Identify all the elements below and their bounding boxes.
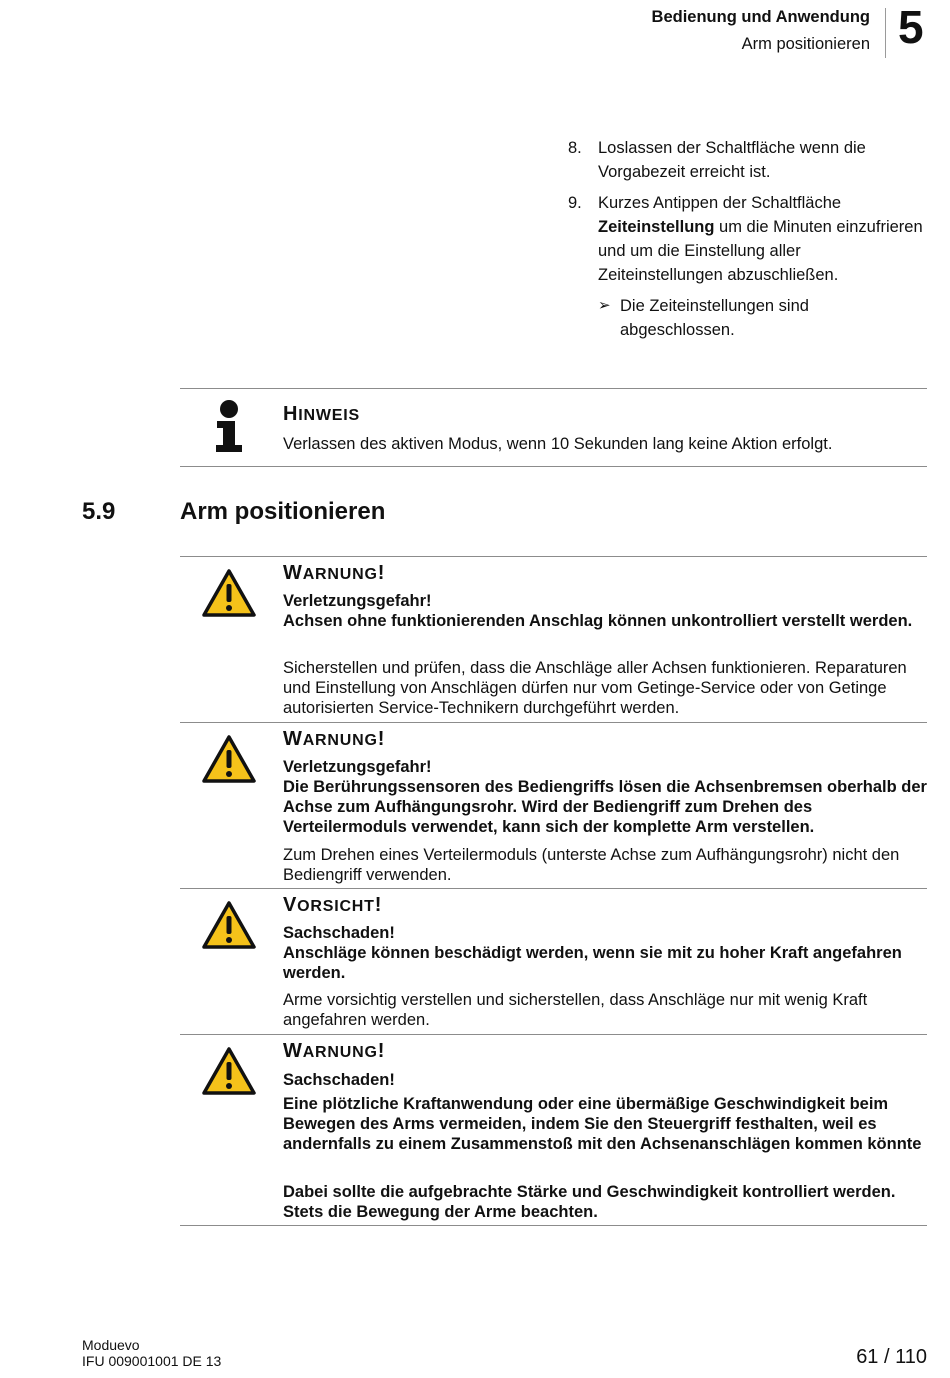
step-text: Loslassen der Schaltfläche wenn die Vorgabezeit erreicht ist. <box>598 139 866 181</box>
result-arrow-icon: ➢ <box>598 297 611 314</box>
section-running-title: Arm positionieren <box>741 35 870 53</box>
info-icon <box>212 400 246 452</box>
section-number: 5.9 <box>82 498 116 525</box>
signal-initial: H <box>283 403 299 425</box>
footer-doc-id: IFU 009001001 DE 13 <box>82 1353 222 1369</box>
chapter-title: Bedienung und Anwendung <box>651 8 870 26</box>
warning-hazard: Verletzungsgefahr! <box>283 592 432 610</box>
signal-rest: ARNUNG <box>302 1044 378 1061</box>
step-number: 8. <box>568 139 582 157</box>
list-item-step-9 <box>568 191 928 287</box>
warning-hazard: Sachschaden! <box>283 1071 395 1089</box>
warning-signal-word <box>283 728 923 751</box>
step-text-part: um die Minuten einzufrieren und um die Einstellung aller Zeiteinstellungen abzuschließen. <box>598 218 923 284</box>
warning-rule <box>180 556 927 557</box>
warning-bottom-rule <box>180 1225 927 1226</box>
button-name-zeiteinstellung: Zeiteinstellung <box>598 218 715 236</box>
chapter-number: 5 <box>898 1 924 53</box>
signal-initial: W <box>283 728 303 750</box>
signal-rest: ARNUNG <box>302 566 378 583</box>
warning-triangle-icon <box>201 900 257 950</box>
warning-measure: Dabei sollte die aufgebrachte Stärke und Geschwindigkeit kontrolliert werden. Stets die Bewegung der Arme beachten. <box>283 1183 896 1221</box>
step-text-part: Kurzes Antippen der Schaltfläche <box>598 194 842 212</box>
notice-top-rule <box>180 388 927 389</box>
notice-text: Verlassen des aktiven Modus, wenn 10 Sekunden lang keine Aktion erfolgt. <box>283 435 833 453</box>
caution-signal-word <box>283 894 923 917</box>
warning-triangle-icon <box>201 568 257 618</box>
warning-signal-word <box>283 562 923 585</box>
warning-consequence: Die Berührungssensoren des Bediengriffs lösen die Achsenbremsen oberhalb der Achse zum Aufhängungsrohr. Wird der Bediengriff zum Drehen des Verteilermoduls verwendet, kann sich der komplette Arm verstellen. <box>283 778 927 836</box>
step-text <box>598 191 928 287</box>
signal-end: ! <box>377 1040 386 1062</box>
warning-rule <box>180 1034 927 1035</box>
signal-rest: ARNUNG <box>302 732 378 749</box>
warning-measure: Arme vorsichtig verstellen und sicherstellen, dass Anschläge nur mit wenig Kraft angefahren werden. <box>283 991 868 1029</box>
warning-consequence: Achsen ohne funktionierenden Anschlag können unkontrolliert verstellt werden. <box>283 612 913 630</box>
signal-initial: V <box>283 894 298 916</box>
signal-end: ! <box>374 894 383 916</box>
signal-initial: W <box>283 1040 303 1062</box>
notice-signal-word <box>283 403 923 426</box>
warning-consequence: Eine plötzliche Kraftanwendung oder eine übermäßige Geschwindigkeit beim Bewegen des Arms vermeiden, indem Sie den Steuergriff festhalten, weil es andernfalls zu einem Zusammenstoß mit den Achsenanschlägen kommen könnte <box>283 1095 922 1153</box>
list-item-step-8 <box>568 136 928 184</box>
signal-end: ! <box>377 728 386 750</box>
warning-consequence: Anschläge können beschädigt werden, wenn sie mit zu hoher Kraft angefahren werden. <box>283 944 902 982</box>
step-number: 9. <box>568 194 582 212</box>
notice-bottom-rule <box>180 466 927 467</box>
header-divider <box>885 8 886 58</box>
signal-initial: W <box>283 562 303 584</box>
warning-measure: Sicherstellen und prüfen, dass die Anschläge aller Achsen funktionieren. Reparaturen und Einstellung von Anschlägen dürfen nur vom Getinge-Service oder von Getinge autorisierten Service-Technikern durchgeführt werden. <box>283 659 907 717</box>
step-result <box>598 294 928 342</box>
warning-triangle-icon <box>201 734 257 784</box>
signal-rest: INWEIS <box>298 407 360 424</box>
warning-rule <box>180 888 927 889</box>
warning-hazard: Verletzungsgefahr! <box>283 758 432 776</box>
footer-product: Moduevo <box>82 1337 140 1353</box>
warning-triangle-icon <box>201 1046 257 1096</box>
section-title: Arm positionieren <box>180 498 386 525</box>
result-text: Die Zeiteinstellungen sind abgeschlossen. <box>620 297 809 339</box>
signal-end: ! <box>377 562 386 584</box>
page-number: 61 / 110 <box>856 1346 927 1368</box>
warning-rule <box>180 722 927 723</box>
warning-hazard: Sachschaden! <box>283 924 395 942</box>
signal-rest: ORSICHT <box>297 898 375 915</box>
warning-measure: Zum Drehen eines Verteilermoduls (unterste Achse zum Aufhängungsrohr) nicht den Bediengriff verwenden. <box>283 846 900 884</box>
warning-signal-word <box>283 1040 923 1063</box>
